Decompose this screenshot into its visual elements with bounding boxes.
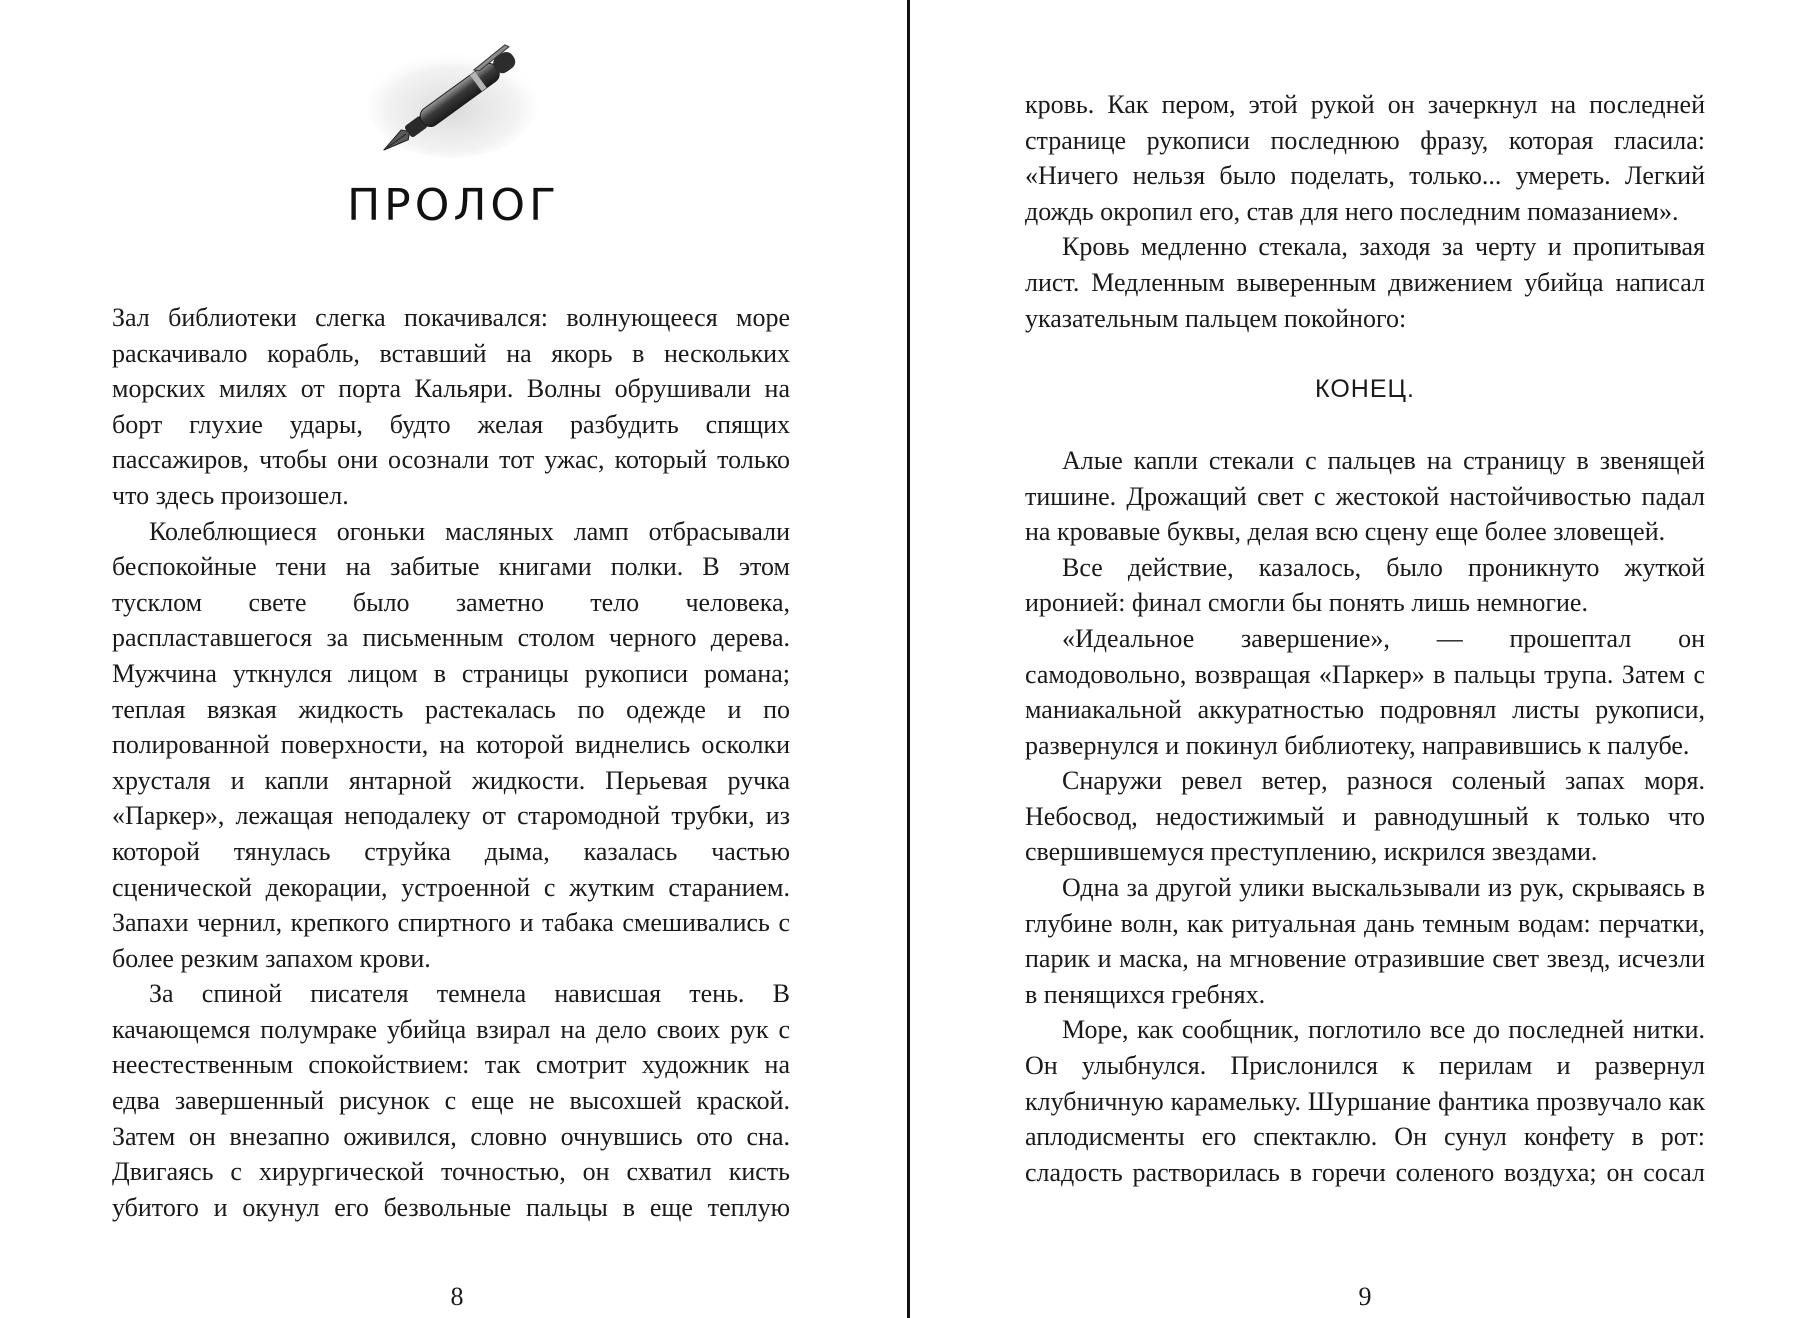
paragraph: Все действие, казалось, было проникнуто жуткой иронией: финал смогли бы понять лишь немногие.	[1025, 552, 1705, 618]
paragraph: За спиной писателя темнела нависшая тень. В качающемся полумраке убийца взирал на дело своих рук с неестественным спокойствием: так смотрит художник на едва завершенный рисунок с еще не высохшей краской. Затем он внезапно оживился, словно очнувшись ото сна. Двигаясь с хирургической точностью, он схватил кисть убитого и окунул его безвольные пальцы в еще теплую	[112, 979, 790, 1222]
the-end-heading: КОНЕЦ.	[1315, 374, 1415, 403]
paragraph: Кровь медленно стекала, заходя за черту и пропитывая лист. Медленным выверенным движением убийца написал указательным пальцем покойного:	[1025, 232, 1705, 333]
right-body-text	[1025, 87, 1705, 1190]
paragraph: кровь. Как пером, этой рукой он зачеркнул на последней странице рукописи последнюю фразу, которая гласила: «Ничего нельзя было поделать, только... умереть. Легкий дождь окропил его, став для него последним помазанием».	[1025, 90, 1705, 226]
paragraph: Алые капли стекали с пальцев на страницу в звенящей тишине. Дрожащий свет с жестокой настойчивостью падал на кровавые буквы, делая всю сцену еще более зловещей.	[1025, 445, 1705, 547]
left-body-text	[112, 300, 790, 1225]
paragraph: Колеблющиеся огоньки масляных ламп отбрасывали беспокойные тени на забитые книгами полки. В этом тусклом свете было заметно тело человека, распластавшегося за письменным столом черного дерева. Мужчина уткнулся лицом в страницы рукописи романа; теплая вязкая жидкость растекалась по одежде и по полированной поверхности, на которой виднелись осколки хрусталя и капли янтарной жидкости. Перьевая ручка «Паркер», лежащая неподалеку от старомодной трубки, из которой тянулась струйка дыма, казалась частью сценической декорации, устроенной с жутким старанием. Запахи чернил, крепкого спиртного и табака смешивались с более резким запахом крови.	[112, 516, 790, 973]
page-number: 8	[450, 1282, 464, 1311]
paragraph: «Идеальное завершение», — прошептал он самодовольно, возвращая «Паркер» в пальцы трупа. Затем с маниакальной аккуратностью подровнял листы рукописи, развернулся и покинул библиотеку, направившись к палубе.	[1025, 623, 1705, 760]
paragraph: Снаружи ревел ветер, разнося соленый запах моря. Небосвод, недостижимый и равнодушный к только что свершившемуся преступлению, искрился звездами.	[1025, 766, 1705, 867]
page-number: 9	[1358, 1282, 1372, 1311]
chapter-title: ПРОЛОГ	[347, 180, 560, 231]
paragraph: Одна за другой улики выскальзывали из рук, скрываясь в глубине волн, как ритуальная дань темным водам: перчатки, парик и маска, на мгновение отразившие свет звезд, исчезли в пенящихся гребнях.	[1025, 873, 1705, 1009]
paragraph: Море, как сообщник, поглотило все до последней нитки. Он улыбнулся. Прислонился к перилам и развернул клубничную карамельку. Шуршание фантика прозвучало как аплодисменты его спектаклю. Он сунул конфету в рот: сладость растворилась в горечи соленого воздуха; он сосал	[1025, 1015, 1705, 1187]
paragraph: Зал библиотеки слегка покачивался: волнующееся море раскачивало корабль, вставший на якорь в нескольких морских милях от порта Кальяри. Волны обрушивали на борт глухие удары, будто желая разбудить спящих пассажиров, чтобы они осознали тот ужас, который только что здесь произошел.	[112, 303, 790, 510]
fountain-pen-icon	[360, 38, 540, 162]
